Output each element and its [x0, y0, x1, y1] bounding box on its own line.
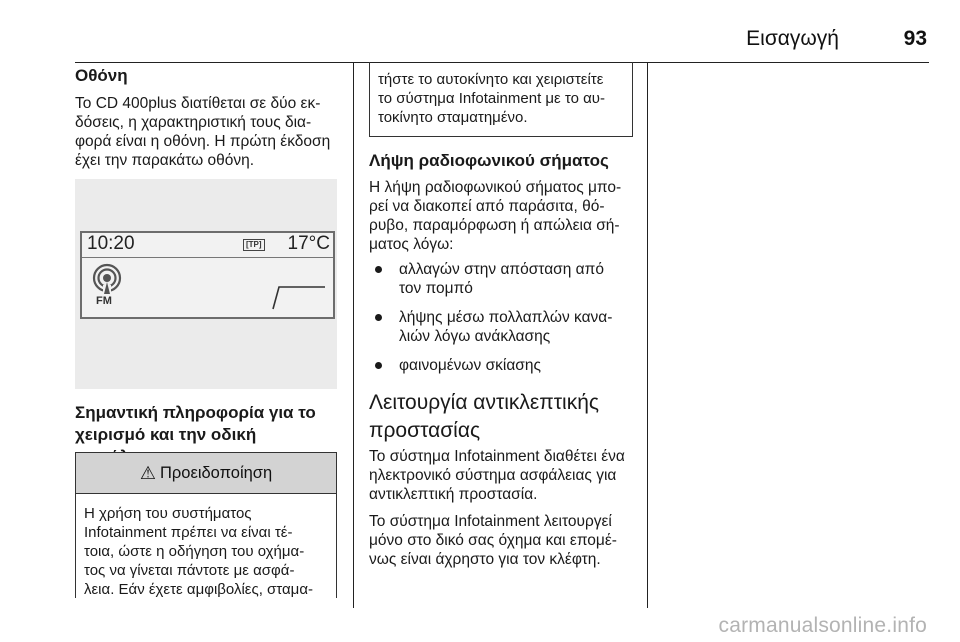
antitheft-text-2: Το σύστημα Infotainment λειτουργεί μόνο στο δικό σας όχημα και επομέ- νως είναι άχρηστο για τον κλέφτη.: [369, 513, 617, 568]
warning-box-continued: [369, 62, 633, 137]
display-section-title: Οθόνη: [75, 66, 128, 85]
band-label: FM: [96, 295, 112, 307]
column-divider-left: [353, 62, 354, 608]
warning-title: Προειδοποίηση: [159, 463, 273, 482]
safety-section-title: Σημαντική πληροφορία για το χειρισμό και την οδική: [75, 403, 316, 444]
list-item: φαινομένων σκίασης: [369, 356, 633, 375]
reception-section-title: Λήψη ραδιοφωνικού σήματος: [369, 151, 609, 170]
antitheft-text-1: Το σύστημα Infotainment διαθέτει ένα ηλεκτρονικό σύστημα ασφάλειας για αντικλεπτική προστασία.: [369, 448, 625, 503]
display-description: Το CD 400plus διατίθεται σε δύο εκ- δόσεις, η χαρακτηριστική τους δια- φορά είναι η οθόνη. Η πρώτη έκδοση έχει την παρακάτω οθόνη.: [75, 95, 331, 169]
header-title: Εισαγωγή: [746, 27, 839, 50]
reception-description: Η λήψη ραδιοφωνικού σήματος μπο- ρεί να διακοπεί από παράσιτα, θό- ρυβο, παραμόρφωση ή απώλεια σή- ματος λόγω:: [369, 179, 622, 253]
warning-box: [75, 452, 337, 598]
bullet-icon: [375, 266, 382, 273]
signal-curve-icon: [271, 281, 327, 311]
screen-time: 10:20: [87, 233, 135, 254]
warning-text: Η χρήση του συστήματος Infotainment πρέπει να είναι τέ- τοια, ώστε η οδήγηση του οχήμα- τος να γίνεται πάντοτε με ασφά- λεια. Εάν έχετε αμφιβολίες, σταμα-: [84, 505, 313, 598]
column-divider-right: [647, 62, 648, 608]
page-number: 93: [903, 27, 927, 50]
list-item: αλλαγών στην απόσταση από τον πομπό: [369, 260, 633, 298]
left-column: [75, 62, 337, 170]
page-header: [75, 22, 929, 63]
radio-wave-icon: [91, 263, 123, 295]
bullet-icon: [375, 362, 382, 369]
warning-triangle-icon: ⚠: [139, 462, 156, 483]
reception-causes-list: [369, 260, 633, 375]
warning-continued-text: τήστε το αυτοκίνητο και χειριστείτε το σύστημα Infotainment με το αυ- τοκίνητο σταματημένο.: [378, 71, 605, 126]
bullet-icon: [375, 314, 382, 321]
radio-display-figure: [75, 179, 337, 389]
screen-temperature: 17°C: [287, 233, 330, 254]
watermark: carmanualsonline.info: [718, 614, 927, 637]
warning-header: [76, 453, 336, 494]
list-item: λήψης μέσω πολλαπλών κανα- λιών λόγω ανάκλασης: [369, 308, 633, 346]
warning-body: [76, 494, 336, 599]
tp-badge: [TP]: [243, 239, 265, 251]
right-column: [369, 150, 633, 569]
screen-divider: [82, 257, 333, 258]
radio-screen: [80, 231, 335, 319]
antitheft-section-title: Λειτουργία αντικλεπτικής προστασίας: [369, 391, 600, 442]
